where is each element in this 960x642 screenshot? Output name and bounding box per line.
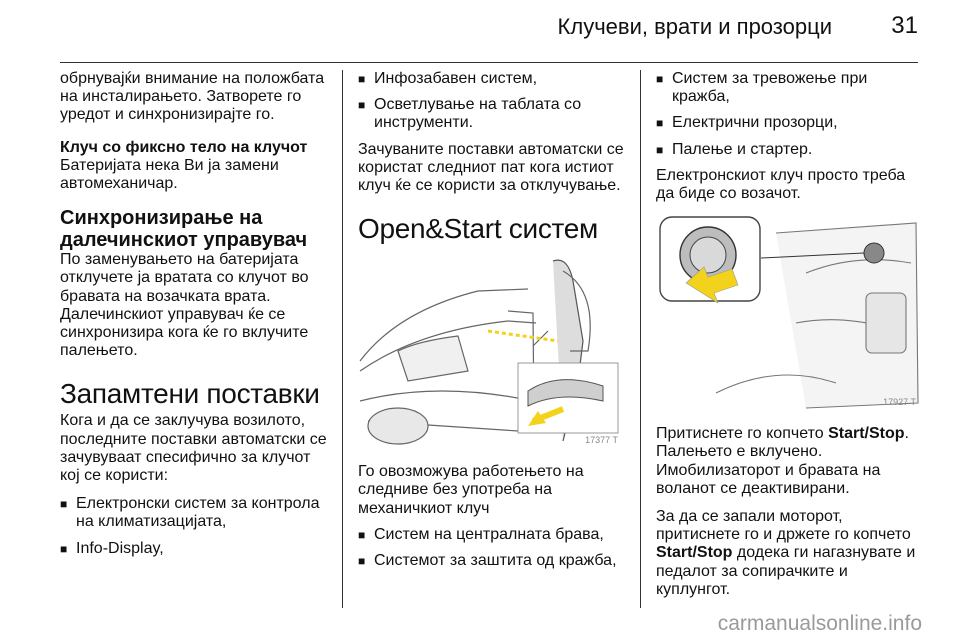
bullet-info-display: ■ Info-Display, [60,540,332,558]
bullet-ignition: ■ Палење и стартер. [656,141,922,159]
intro-paragraph: обрнувајќи внимание на положбата на инсталирањето. Затворете го уредот и синхронизирајте го. [60,70,325,124]
electronic-key-text: Електронскиот клуч просто треба да биде со возачот. [656,166,906,203]
column-3 [656,70,922,613]
bullet-alarm: ■ Систем за тревожење при кражба, [656,70,922,106]
press-text-before: Притиснете го копчето [656,425,829,443]
bullet-infotainment: ■ Инфозабавен систем, [358,70,630,88]
start-stop-label-2: Start/Stop [656,544,733,562]
fixed-key-heading: Клуч со фиксно тело на клучот [60,138,308,156]
column-1 [60,70,332,566]
openstart-heading: Open&Start систем [358,213,598,245]
start-stop-label: Start/Stop [828,425,905,443]
press-button-text [656,425,922,443]
start-text-after: додека ги нагазнувате и педалот за сопирачките и куплунгот. [656,544,916,598]
memorized-text: Кога и да се заклучува возилото, последните поставки автоматски се зачувуваат спесифично за клучот кој се користи: [60,412,327,485]
car-door-drawing [358,251,622,451]
start-engine-text [656,508,922,599]
saved-settings-text: Зачуваните поставки автоматски се користат следниот пат кога истиот клуч ќе се користи за отклучување. [358,140,624,195]
bullet-anti-theft: ■ Системот за заштита од кражба, [358,552,630,570]
after-figure-text: Го овозможува работењето на следниве без употреба на механичкиот клуч [358,463,584,517]
start-text-before: За да се запали моторот, притиснете го и држете го копчето [656,508,911,544]
start-stop-illustration [656,213,920,413]
bullet-climate: ■ Електронски систем за контрола на климатизацијата, [60,495,332,531]
start-stop-drawing [656,213,920,413]
page-number: 31 [891,12,918,39]
column-divider-1 [342,70,343,608]
running-header: Клучеви, врати и прозорци [557,14,832,39]
sync-text: По заменувањето на батеријата отклучете ја вратата со клучот во бравата на возачката врата. Далечинскиот управувач ќе се синхронизира кога ќе го вклучите палењето. [60,251,309,360]
column-divider-2 [640,70,641,608]
ignition-on-text: Палењето е вклучено. [656,443,823,461]
figure-code-1: 17377 T [585,435,618,446]
column-2 [358,70,630,578]
header-rule [60,62,918,63]
press-text-after: . [904,425,909,443]
figure-code-2: 17927 T [883,397,916,408]
bullet-instrument-lighting: ■ Осветлување на таблата со инструменти. [358,96,630,132]
sync-heading: Синхронизирање на далечинскиот управувач [60,207,308,252]
memorized-settings-heading: Запамтени поставки [60,378,320,410]
watermark: carmanualsonline.info [717,612,922,635]
car-door-illustration [358,251,622,451]
bullet-central-lock: ■ Систем на централната брава, [358,526,630,544]
fixed-key-text: Батеријата нека Ви ја замени автомеханичар. [60,156,279,193]
immobilizer-text: Имобилизаторот и бравата на воланот се деактивирани. [656,461,881,497]
bullet-windows: ■ Електрични прозорци, [656,114,922,132]
